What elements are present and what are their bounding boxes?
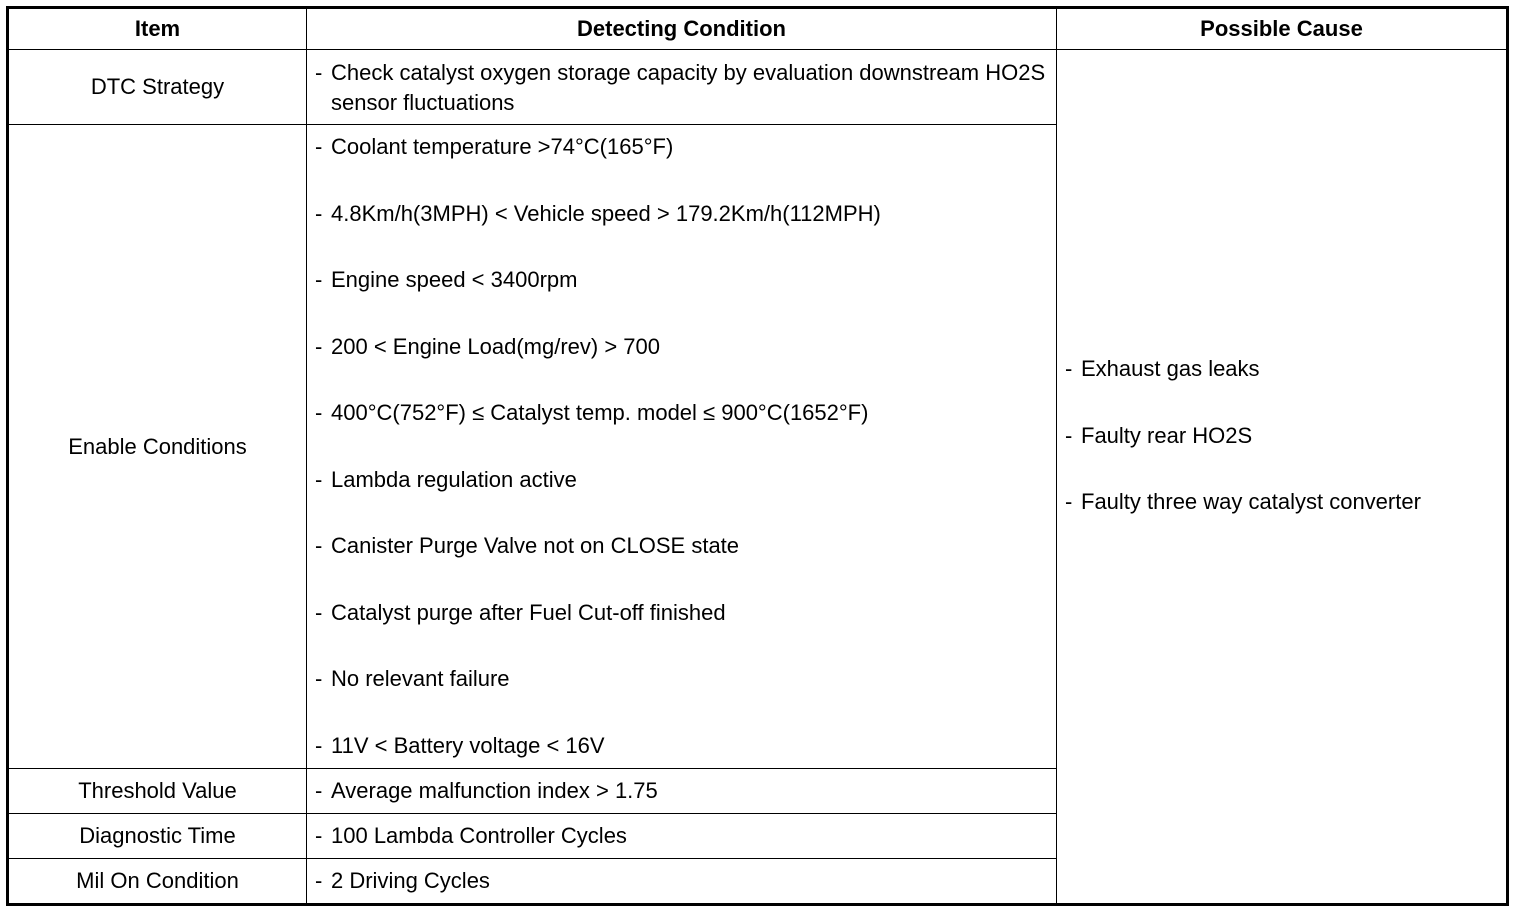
item-cell: Enable Conditions [8, 125, 307, 769]
header-item: Item [8, 8, 307, 50]
possible-cause-cell [1057, 50, 1508, 905]
condition-list [307, 125, 1056, 767]
condition-item: - Average malfunction index > 1.75 [315, 776, 1050, 806]
item-cell: Diagnostic Time [8, 814, 307, 859]
condition-item: - 400°C(752°F) ≤ Catalyst temp. model ≤ 900°C(1652°F) [315, 398, 1050, 434]
condition-item: - Lambda regulation active [315, 465, 1050, 501]
condition-item: - Canister Purge Valve not on CLOSE state [315, 531, 1050, 567]
condition-cell [307, 769, 1057, 814]
condition-item: - Check catalyst oxygen storage capacity by evaluation downstream HO2S sensor fluctuations [315, 58, 1050, 118]
condition-cell [307, 859, 1057, 905]
condition-item: - Engine speed < 3400rpm [315, 265, 1050, 301]
cause-item: - Faulty three way catalyst converter [1065, 487, 1500, 517]
cause-item: - Faulty rear HO2S [1065, 421, 1500, 451]
dtc-diagnostic-table [6, 6, 1509, 906]
condition-cell [307, 50, 1057, 125]
condition-item: - Coolant temperature >74°C(165°F) [315, 132, 1050, 168]
condition-item: - 4.8Km/h(3MPH) < Vehicle speed > 179.2Km/h(112MPH) [315, 199, 1050, 235]
item-cell: Threshold Value [8, 769, 307, 814]
condition-cell [307, 125, 1057, 769]
condition-item: - 11V < Battery voltage < 16V [315, 731, 1050, 767]
condition-list [307, 50, 1056, 118]
condition-list [307, 769, 1056, 806]
table-row-dtc-strategy [8, 50, 1508, 125]
condition-item: - No relevant failure [315, 664, 1050, 700]
item-cell: DTC Strategy [8, 50, 307, 125]
condition-item: - 100 Lambda Controller Cycles [315, 821, 1050, 851]
condition-item: - 2 Driving Cycles [315, 866, 1050, 896]
condition-list [307, 859, 1056, 896]
cause-list [1057, 346, 1506, 607]
header-possible-cause: Possible Cause [1057, 8, 1508, 50]
condition-item: - Catalyst purge after Fuel Cut-off finished [315, 598, 1050, 634]
cause-item: - Exhaust gas leaks [1065, 354, 1500, 384]
condition-cell [307, 814, 1057, 859]
item-cell: Mil On Condition [8, 859, 307, 905]
condition-list [307, 814, 1056, 851]
header-detecting-condition: Detecting Condition [307, 8, 1057, 50]
condition-item: - 200 < Engine Load(mg/rev) > 700 [315, 332, 1050, 368]
header-row [8, 8, 1508, 50]
